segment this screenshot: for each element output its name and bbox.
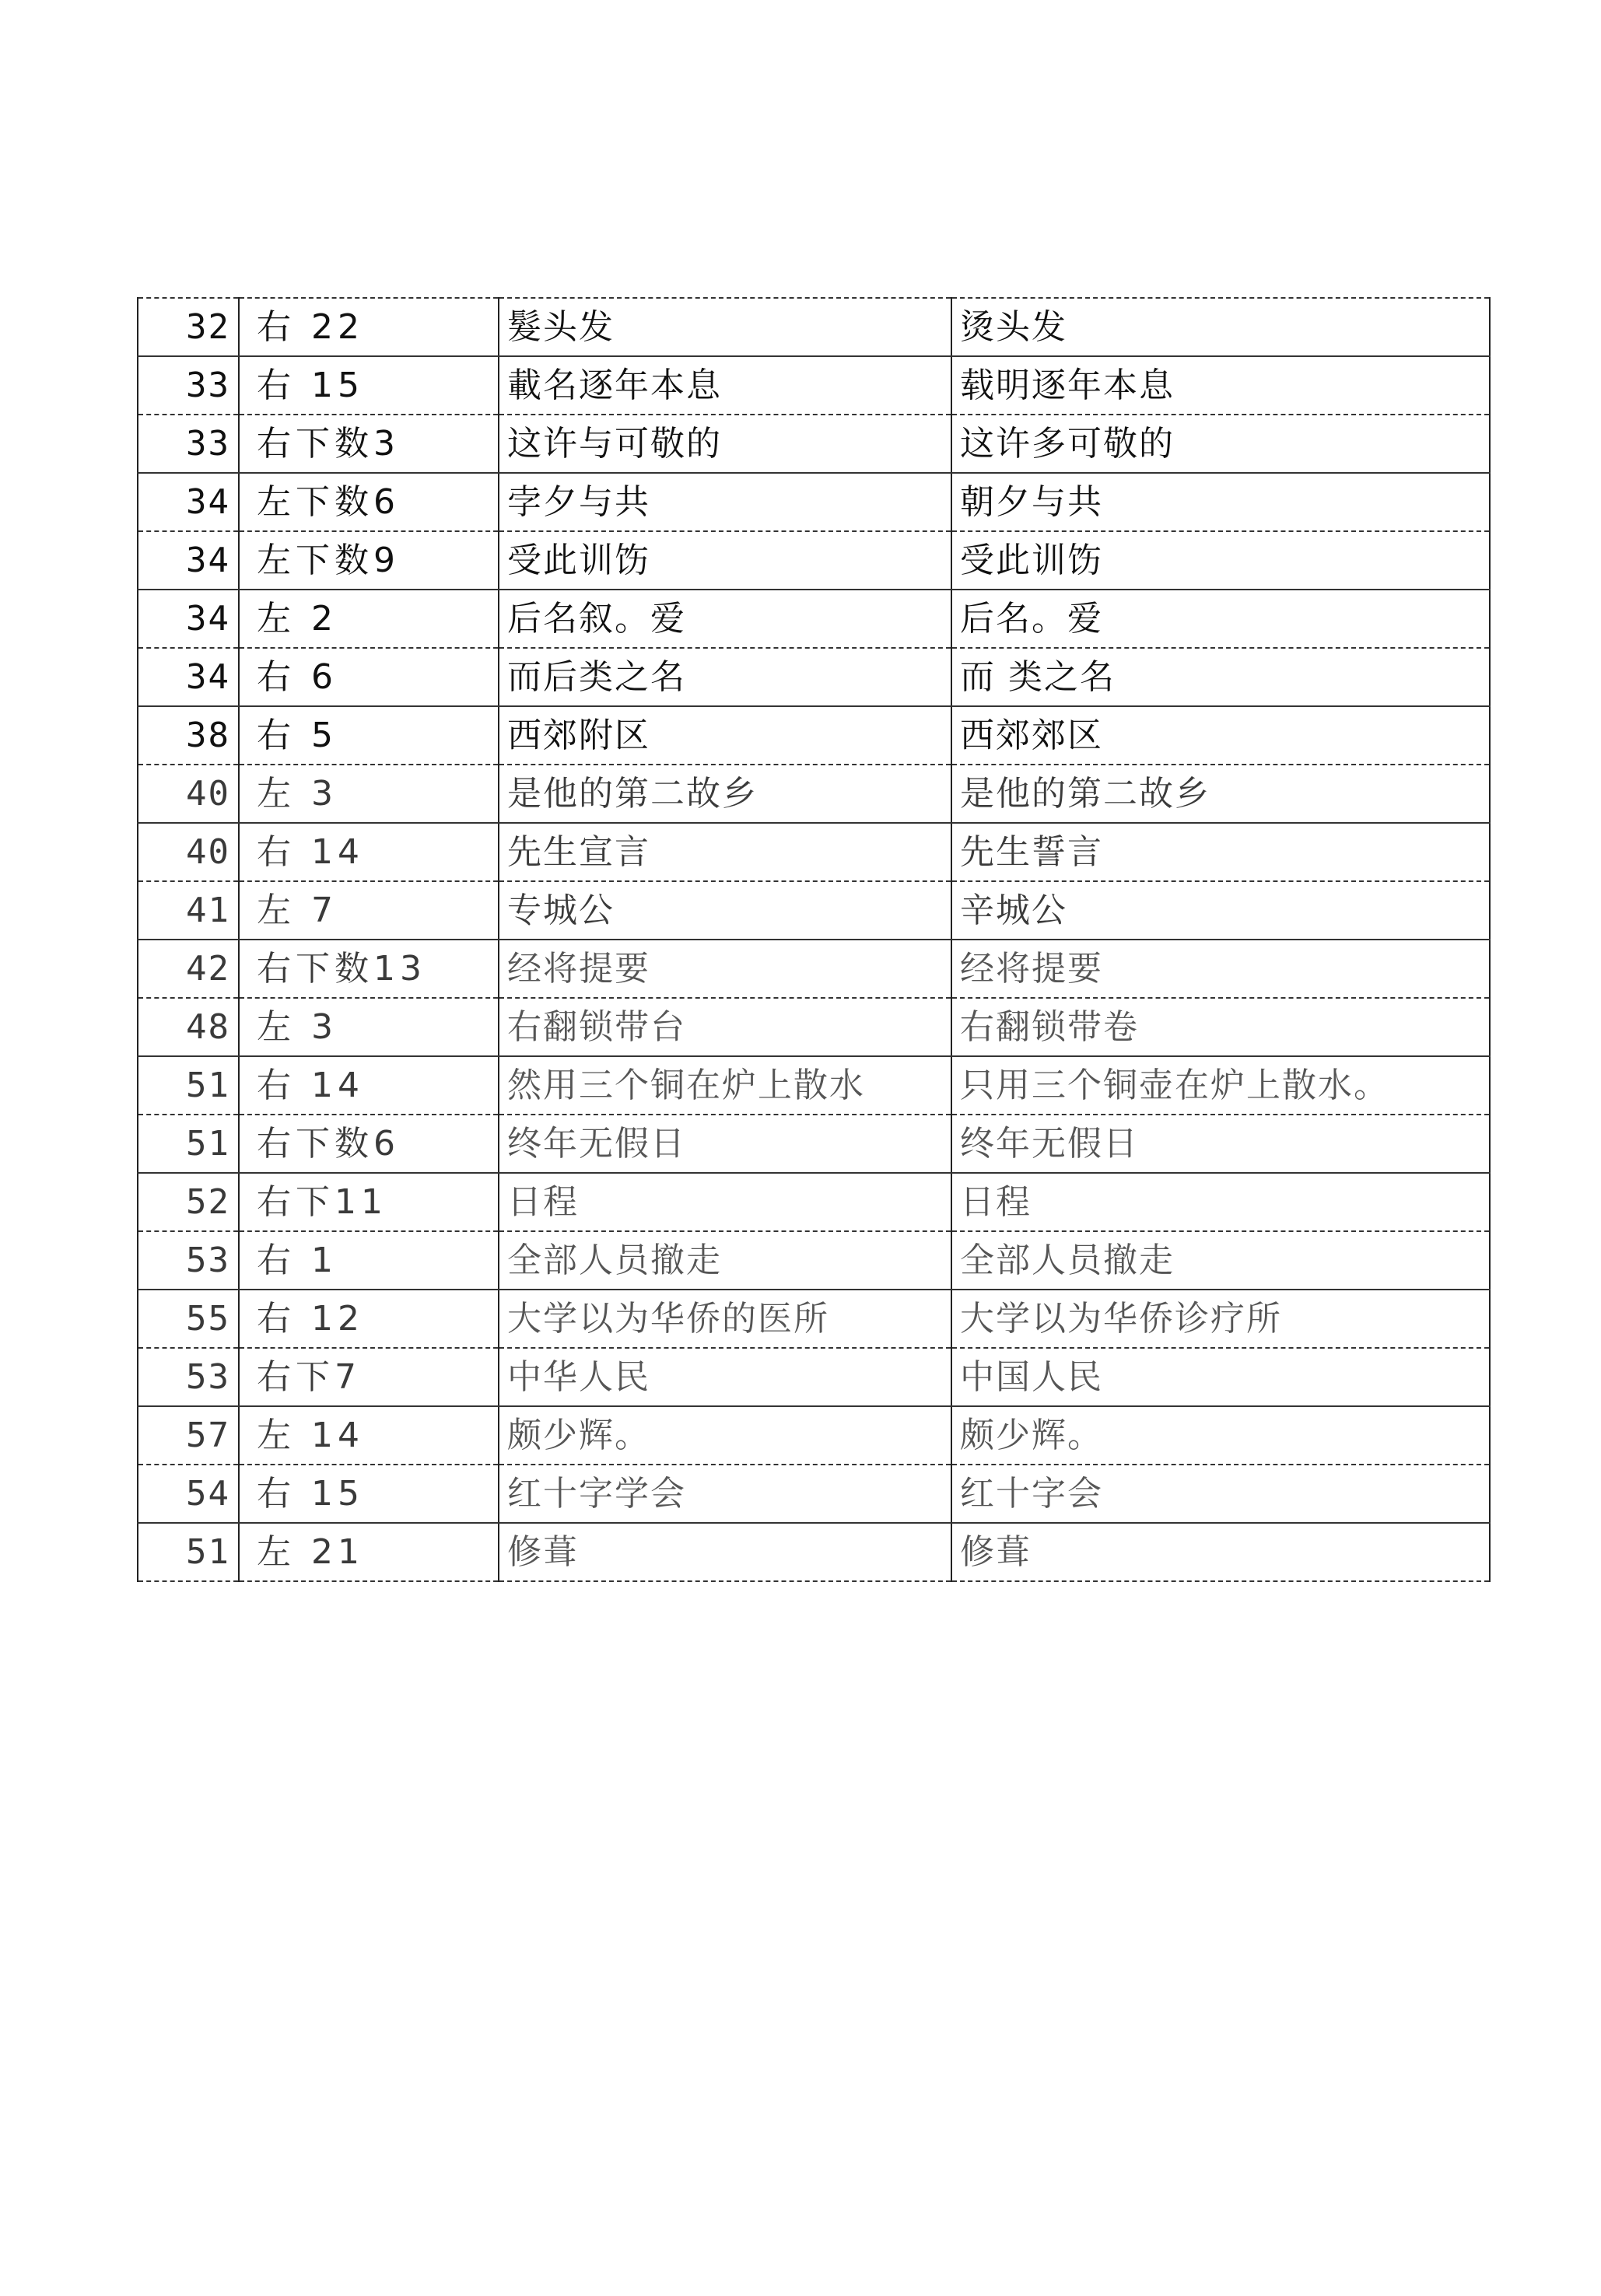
location-cell: 右 12	[239, 1290, 499, 1348]
location-cell: 右下数13	[239, 940, 499, 998]
page-number-cell: 55	[138, 1290, 239, 1348]
corrected-text-cell: 烫头发	[951, 298, 1490, 356]
page-number-cell: 34	[138, 531, 239, 590]
incorrect-text-cell: 孛夕与共	[499, 473, 951, 531]
page-number-cell: 51	[138, 1115, 239, 1173]
location-cell: 左 21	[239, 1523, 499, 1581]
corrected-text-cell: 是他的第二故乡	[951, 765, 1490, 823]
table-row	[138, 706, 1490, 765]
location-cell: 右 14	[239, 1056, 499, 1115]
location-cell: 右 6	[239, 648, 499, 706]
corrected-text-cell: 辛城公	[951, 881, 1490, 940]
page-number-cell: 52	[138, 1173, 239, 1231]
location-cell: 右 5	[239, 706, 499, 765]
incorrect-text-cell: 终年无假日	[499, 1115, 951, 1173]
page-number-cell: 34	[138, 648, 239, 706]
corrected-text-cell: 载明逐年本息	[951, 356, 1490, 415]
location-cell: 右 15	[239, 356, 499, 415]
corrected-text-cell: 修葺	[951, 1523, 1490, 1581]
page-number-cell: 51	[138, 1523, 239, 1581]
corrected-text-cell: 日程	[951, 1173, 1490, 1231]
errata-table-body	[138, 298, 1490, 1581]
table-row	[138, 1523, 1490, 1581]
page-number-cell: 34	[138, 590, 239, 648]
page-number-cell: 34	[138, 473, 239, 531]
incorrect-text-cell: 受此训饬	[499, 531, 951, 590]
table-row	[138, 765, 1490, 823]
page-number-cell: 53	[138, 1231, 239, 1290]
location-cell: 右 15	[239, 1465, 499, 1523]
incorrect-text-cell: 右翻锁带台	[499, 998, 951, 1056]
table-row	[138, 1173, 1490, 1231]
location-cell: 左 14	[239, 1406, 499, 1465]
table-row	[138, 1465, 1490, 1523]
page-number-cell: 41	[138, 881, 239, 940]
incorrect-text-cell: 先生宣言	[499, 823, 951, 881]
table-row	[138, 590, 1490, 648]
corrected-text-cell: 颇少辉。	[951, 1406, 1490, 1465]
corrected-text-cell: 中国人民	[951, 1348, 1490, 1406]
corrected-text-cell: 红十字会	[951, 1465, 1490, 1523]
page-number-cell: 57	[138, 1406, 239, 1465]
incorrect-text-cell: 专城公	[499, 881, 951, 940]
table-row	[138, 1290, 1490, 1348]
incorrect-text-cell: 然用三个铜在炉上散水	[499, 1056, 951, 1115]
location-cell: 右 14	[239, 823, 499, 881]
incorrect-text-cell: 红十字学会	[499, 1465, 951, 1523]
corrected-text-cell: 只用三个铜壶在炉上散水。	[951, 1056, 1490, 1115]
location-cell: 左 3	[239, 765, 499, 823]
table-row	[138, 531, 1490, 590]
incorrect-text-cell: 西郊附区	[499, 706, 951, 765]
location-cell: 左 7	[239, 881, 499, 940]
corrected-text-cell: 后名。爱	[951, 590, 1490, 648]
table-row	[138, 1056, 1490, 1115]
table-row	[138, 940, 1490, 998]
corrected-text-cell: 朝夕与共	[951, 473, 1490, 531]
incorrect-text-cell: 这许与可敬的	[499, 415, 951, 473]
incorrect-text-cell: 髮头发	[499, 298, 951, 356]
incorrect-text-cell: 大学以为华侨的医所	[499, 1290, 951, 1348]
location-cell: 左 3	[239, 998, 499, 1056]
location-cell: 右下7	[239, 1348, 499, 1406]
corrected-text-cell: 右翻锁带卷	[951, 998, 1490, 1056]
page-number-cell: 53	[138, 1348, 239, 1406]
location-cell: 右下数6	[239, 1115, 499, 1173]
corrected-text-cell: 大学以为华侨诊疗所	[951, 1290, 1490, 1348]
incorrect-text-cell: 颇少辉。	[499, 1406, 951, 1465]
page-number-cell: 51	[138, 1056, 239, 1115]
page-number-cell: 40	[138, 823, 239, 881]
location-cell: 右 22	[239, 298, 499, 356]
location-cell: 右 1	[239, 1231, 499, 1290]
page-number-cell: 42	[138, 940, 239, 998]
page-number-cell: 38	[138, 706, 239, 765]
incorrect-text-cell: 載名逐年本息	[499, 356, 951, 415]
table-row	[138, 1348, 1490, 1406]
page-number-cell: 54	[138, 1465, 239, 1523]
incorrect-text-cell: 修葺	[499, 1523, 951, 1581]
incorrect-text-cell: 经将提要	[499, 940, 951, 998]
page-number-cell: 48	[138, 998, 239, 1056]
corrected-text-cell: 西郊郊区	[951, 706, 1490, 765]
table-row	[138, 1115, 1490, 1173]
table-row	[138, 1406, 1490, 1465]
table-row	[138, 648, 1490, 706]
corrected-text-cell: 而 类之名	[951, 648, 1490, 706]
page-number-cell: 40	[138, 765, 239, 823]
corrected-text-cell: 这许多可敬的	[951, 415, 1490, 473]
table-row	[138, 415, 1490, 473]
location-cell: 右下11	[239, 1173, 499, 1231]
table-row	[138, 823, 1490, 881]
corrected-text-cell: 全部人员撤走	[951, 1231, 1490, 1290]
corrected-text-cell: 先生誓言	[951, 823, 1490, 881]
location-cell: 左 2	[239, 590, 499, 648]
corrected-text-cell: 终年无假日	[951, 1115, 1490, 1173]
location-cell: 左下数9	[239, 531, 499, 590]
table-row	[138, 298, 1490, 356]
corrected-text-cell: 经将提要	[951, 940, 1490, 998]
incorrect-text-cell: 是他的第二故乡	[499, 765, 951, 823]
table-row	[138, 356, 1490, 415]
table-row	[138, 998, 1490, 1056]
page-number-cell: 33	[138, 356, 239, 415]
location-cell: 右下数3	[239, 415, 499, 473]
table-row	[138, 1231, 1490, 1290]
incorrect-text-cell: 中华人民	[499, 1348, 951, 1406]
location-cell: 左下数6	[239, 473, 499, 531]
incorrect-text-cell: 后名叙。爱	[499, 590, 951, 648]
corrected-text-cell: 受此训饬	[951, 531, 1490, 590]
errata-table	[137, 297, 1491, 1582]
incorrect-text-cell: 全部人员撤走	[499, 1231, 951, 1290]
table-row	[138, 473, 1490, 531]
table-row	[138, 881, 1490, 940]
incorrect-text-cell: 日程	[499, 1173, 951, 1231]
page-number-cell: 33	[138, 415, 239, 473]
incorrect-text-cell: 而后类之名	[499, 648, 951, 706]
page-number-cell: 32	[138, 298, 239, 356]
